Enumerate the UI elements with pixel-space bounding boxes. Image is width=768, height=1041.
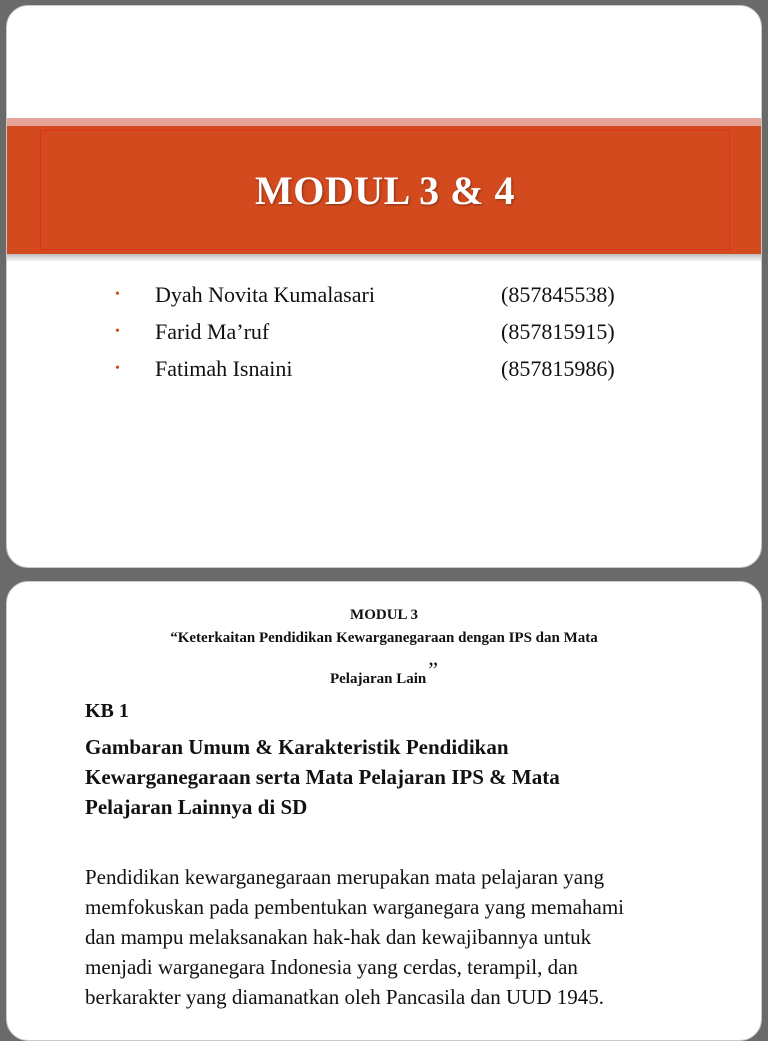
kb-title-line: Pelajaran Lainnya di SD bbox=[85, 795, 308, 819]
slide-title bbox=[6, 5, 762, 568]
paragraph-line: berkarakter yang diamanatkan oleh Pancasila dan UUD 1945. bbox=[85, 985, 604, 1009]
closing-quote: ” bbox=[428, 657, 438, 682]
title-box bbox=[40, 130, 730, 250]
list-item bbox=[115, 350, 615, 387]
paragraph-line: dan mampu melaksanakan hak-hak dan kewajibannya untuk bbox=[85, 925, 592, 949]
title-band-shadow bbox=[7, 254, 761, 262]
member-nim: (857845538) bbox=[501, 281, 615, 307]
paragraph-line: Pendidikan kewarganegaraan merupakan mata pelajaran yang bbox=[85, 865, 605, 889]
paragraph-line: memfokuskan pada pembentukan warganegara yang memahami bbox=[85, 895, 624, 919]
kb-title-line: Kewarganegaraan serta Mata Pelajaran IPS & Mata bbox=[85, 765, 560, 789]
slide-title-text: MODUL 3 & 4 bbox=[255, 167, 515, 213]
bullet-icon: • bbox=[115, 360, 120, 376]
module-subtitle: “Keterkaitan Pendidikan Kewarganegaraan dengan IPS dan Mata bbox=[170, 630, 598, 646]
bullet-icon: • bbox=[115, 286, 120, 302]
member-list bbox=[115, 276, 615, 387]
kb-title-line: Gambaran Umum & Karakteristik Pendidikan bbox=[85, 735, 509, 759]
member-nim: (857815986) bbox=[501, 355, 615, 381]
slide-content bbox=[6, 581, 762, 1041]
module-heading bbox=[7, 604, 761, 691]
module-subtitle-end: Pelajaran Lain bbox=[329, 671, 427, 687]
member-name: Fatimah Isnaini bbox=[155, 355, 293, 381]
kb-title bbox=[85, 732, 705, 822]
member-name: Dyah Novita Kumalasari bbox=[155, 281, 375, 307]
bullet-icon: • bbox=[115, 323, 120, 339]
paragraph-line: menjadi warganegara Indonesia yang cerdas, terampil, dan bbox=[85, 955, 578, 979]
member-nim: (857815915) bbox=[501, 318, 615, 344]
list-item bbox=[115, 276, 615, 313]
module-subtitle-continued bbox=[7, 658, 761, 691]
list-item bbox=[115, 313, 615, 350]
kb-label: KB 1 bbox=[85, 700, 129, 722]
module-label: MODUL 3 bbox=[350, 607, 418, 623]
body-paragraph bbox=[85, 862, 745, 1012]
member-name: Farid Ma’ruf bbox=[155, 318, 270, 344]
